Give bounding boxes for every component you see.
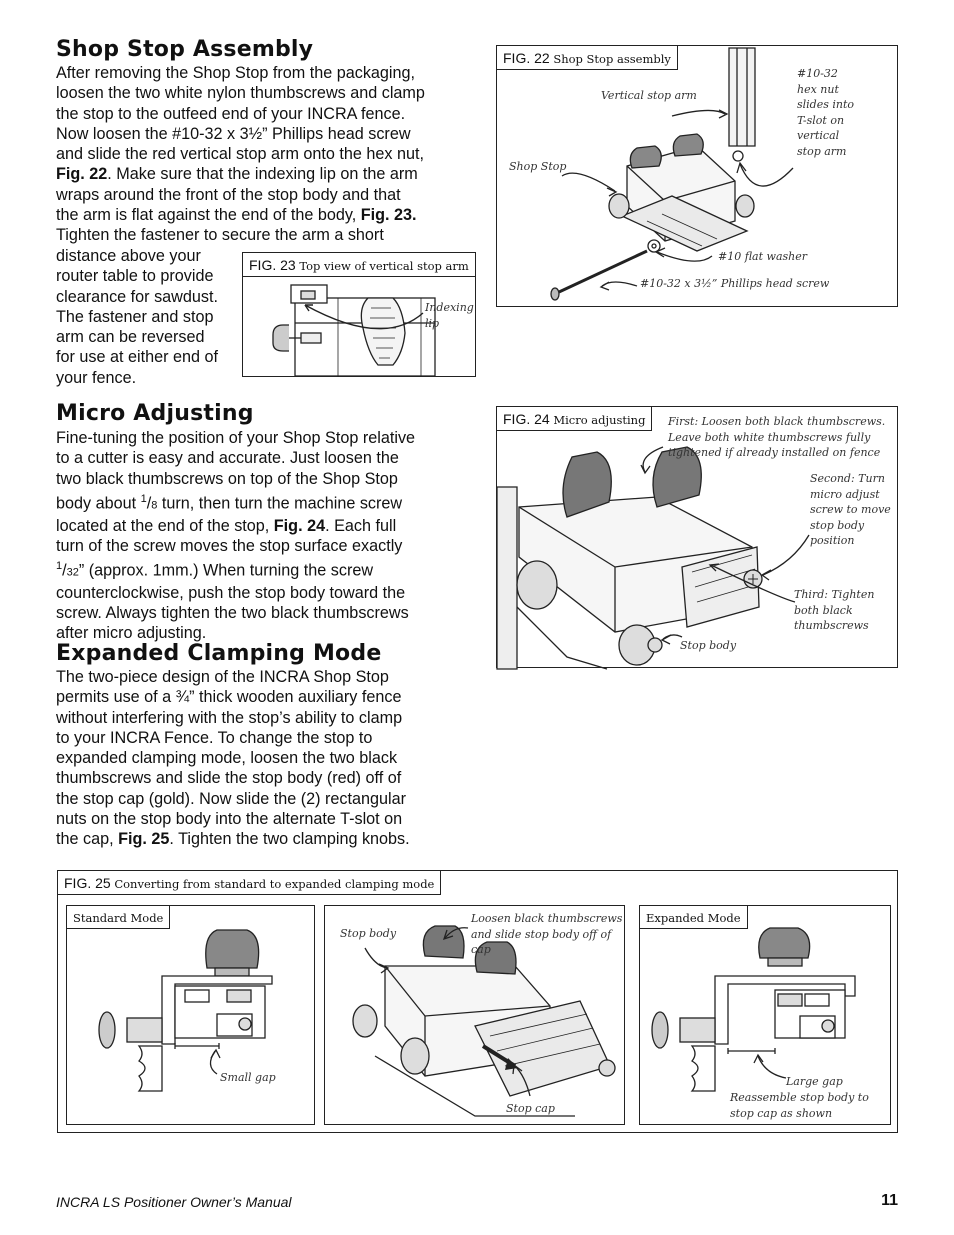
text-line: Now loosen the #10-32 x 3½” Phillips head screw: [56, 124, 411, 143]
label-second-step: [810, 471, 891, 549]
label-vertical-stop-arm: Vertical stop arm: [601, 89, 697, 102]
label-line: micro adjust: [810, 487, 880, 501]
text-line: [56, 556, 476, 583]
label-line: tightened if already installed on fence: [668, 446, 881, 459]
fraction-numerator: 1: [140, 492, 147, 505]
text-line: to a cutter is easy and accurate. Just loosen the: [56, 449, 399, 468]
fraction-slash: /: [62, 561, 67, 580]
label-line: #10-32: [797, 67, 838, 80]
label-first-step: [668, 414, 885, 461]
text-line: the stop to the outfeed end of your INCRA fence.: [56, 104, 406, 123]
text-line: after micro adjusting.: [56, 624, 207, 643]
text-span: . Tighten the two clamping knobs.: [169, 830, 410, 849]
heading-expanded-clamping-mode: Expanded Clamping Mode: [56, 641, 382, 666]
text-line: arm can be reversed: [56, 328, 205, 347]
heading-shop-stop-assembly: Shop Stop Assembly: [56, 37, 314, 62]
text-span: . Each full: [325, 516, 397, 535]
label-line: thumbscrews: [794, 619, 869, 632]
text-line: your fence.: [56, 368, 137, 387]
text-line: [56, 205, 476, 225]
text-line: the stop cap (gold). Now slide the (2) rectangular: [56, 789, 407, 808]
figure-number: FIG. 25: [64, 875, 111, 891]
label-line: vertical: [797, 129, 840, 142]
label-stop-cap: Stop cap: [506, 1102, 555, 1115]
label-stop-body: Stop body: [680, 639, 737, 652]
figure-25-caption: [57, 870, 441, 895]
label-shop-stop: Shop Stop: [509, 160, 567, 173]
text-span: ” (approx. 1mm.) When turning the screw: [78, 561, 374, 580]
figure-title: Top view of vertical stop arm: [299, 259, 469, 273]
label-flat-washer: #10 flat washer: [718, 250, 807, 263]
text-line: wraps around the front of the stop body and that: [56, 185, 401, 204]
panel-expanded-mode: [639, 905, 891, 1125]
fraction-numerator: 1: [56, 560, 63, 573]
text-line: without interfering with the stop’s ability to clamp: [56, 708, 403, 727]
text-span: the cap,: [56, 830, 119, 849]
figure-number: FIG. 24: [503, 411, 550, 427]
label-reassemble: [730, 1090, 869, 1121]
text-line: for use at either end of: [56, 348, 218, 367]
text-line: thumbscrews and slide the stop body (red) off of: [56, 769, 402, 788]
text-line: and slide the red vertical stop arm onto the hex nut,: [56, 145, 425, 164]
text-line: [56, 829, 476, 849]
fig-ref: Fig. 23.: [360, 206, 417, 225]
label-line: Leave both white thumbscrews fully: [668, 430, 871, 444]
figure-24: [496, 406, 898, 668]
fig-ref: Fig. 25: [118, 830, 170, 849]
panel-title-text: Expanded Mode: [646, 911, 741, 925]
text-line: The two-piece design of the INCRA Shop Stop: [56, 668, 389, 686]
panel-transition: [324, 905, 625, 1125]
standard-mode-illustration: [67, 906, 316, 1126]
panel-standard-mode: [66, 905, 315, 1125]
figure-25: [57, 870, 898, 1133]
label-line: lip: [425, 316, 440, 330]
label-line: slides into: [797, 98, 855, 111]
label-line: stop cap as shown: [730, 1106, 833, 1120]
text-line: nuts on the stop body into the alternate T-slot on: [56, 810, 403, 829]
figure-number: FIG. 23: [249, 257, 296, 273]
text-line: expanded clamping mode, loosen the two black: [56, 749, 398, 768]
text-line: Tighten the fastener to secure the arm a short: [56, 226, 384, 245]
label-line: Second: Turn: [810, 472, 885, 485]
label-large-gap: Large gap: [786, 1075, 843, 1088]
label-line: position: [810, 534, 855, 547]
micro-adjusting-paragraph: [56, 428, 476, 644]
label-line: Third: Tighten: [794, 588, 875, 601]
text-line: clearance for sawdust.: [56, 287, 218, 306]
fraction-slash: /: [146, 494, 152, 513]
panel-title-text: Standard Mode: [73, 911, 164, 925]
text-span: turn, then turn the machine screw: [157, 494, 403, 513]
label-third-step: [794, 587, 874, 634]
text-line: screw. Always tighten the two black thumbscrews: [56, 604, 409, 623]
text-span: body about: [56, 494, 141, 513]
text-line: Fine-tuning the position of your Shop Stop relative: [56, 429, 416, 447]
text-line: to your INCRA Fence. To change the stop to: [56, 728, 373, 747]
label-line: stop arm: [797, 144, 847, 158]
figure-23: [242, 252, 476, 377]
text-line: The fastener and stop: [56, 307, 214, 326]
shop-stop-paragraph: [56, 63, 476, 246]
text-line: counterclockwise, push the stop body toward the: [56, 583, 406, 602]
text-line: [56, 516, 476, 536]
text-line: loosen the two white nylon thumbscrews and clamp: [56, 84, 425, 103]
label-line: both black: [794, 603, 853, 617]
heading-micro-adjusting: Micro Adjusting: [56, 401, 254, 426]
figure-title: Converting from standard to expanded clamping mode: [114, 877, 435, 891]
label-line: Loosen black thumbscrews: [471, 912, 623, 925]
text-span: the arm is flat against the end of the body,: [56, 206, 361, 225]
shop-stop-narrow-paragraph: [56, 246, 241, 388]
expanded-clamping-paragraph: [56, 667, 476, 850]
text-line: permits use of a ¾” thick wooden auxiliary fence: [56, 688, 402, 707]
label-phillips-screw: #10-32 x 3½” Phillips head screw: [640, 277, 830, 290]
label-line: T-slot on: [797, 113, 845, 127]
label-line: Indexing: [425, 301, 474, 314]
label-hex-nut: [797, 66, 854, 159]
fraction-denominator: 32: [66, 566, 79, 579]
text-line: router table to provide: [56, 267, 214, 286]
figure-number: FIG. 22: [503, 50, 550, 66]
label-small-gap: Small gap: [220, 1071, 276, 1084]
label-line: hex nut: [797, 82, 839, 96]
figure-title: Micro adjusting: [553, 413, 646, 427]
label-line: First: Loosen both black thumbscrews.: [668, 415, 886, 428]
text-span: located at the end of the stop,: [56, 516, 274, 535]
text-line: After removing the Shop Stop from the packaging,: [56, 64, 416, 82]
figure-title: Shop Stop assembly: [553, 52, 671, 66]
label-line: screw to move: [810, 503, 891, 516]
footer-manual-title: INCRA LS Positioner Owner’s Manual: [56, 1194, 292, 1210]
label-loosen-thumbscrews: [471, 911, 624, 958]
text-line: [56, 489, 476, 516]
label-stop-body: Stop body: [340, 927, 397, 940]
label-line: stop body: [810, 518, 865, 532]
label-line: Reassemble stop body to: [730, 1091, 869, 1104]
page-number: 11: [881, 1192, 898, 1209]
text-line: distance above your: [56, 247, 201, 265]
text-line: [56, 164, 476, 184]
fraction-denominator: 8: [151, 499, 158, 512]
label-line: and slide stop body off of cap: [471, 927, 612, 956]
text-line: two black thumbscrews on top of the Shop Stop: [56, 469, 398, 488]
text-span: . Make sure that the indexing lip on the arm: [107, 165, 418, 184]
fig-ref: Fig. 24: [273, 516, 326, 535]
figure-22: [496, 45, 898, 307]
label-indexing-lip: [425, 300, 474, 331]
text-line: turn of the screw moves the stop surface exactly: [56, 536, 403, 555]
fig-ref: Fig. 22: [56, 165, 108, 184]
